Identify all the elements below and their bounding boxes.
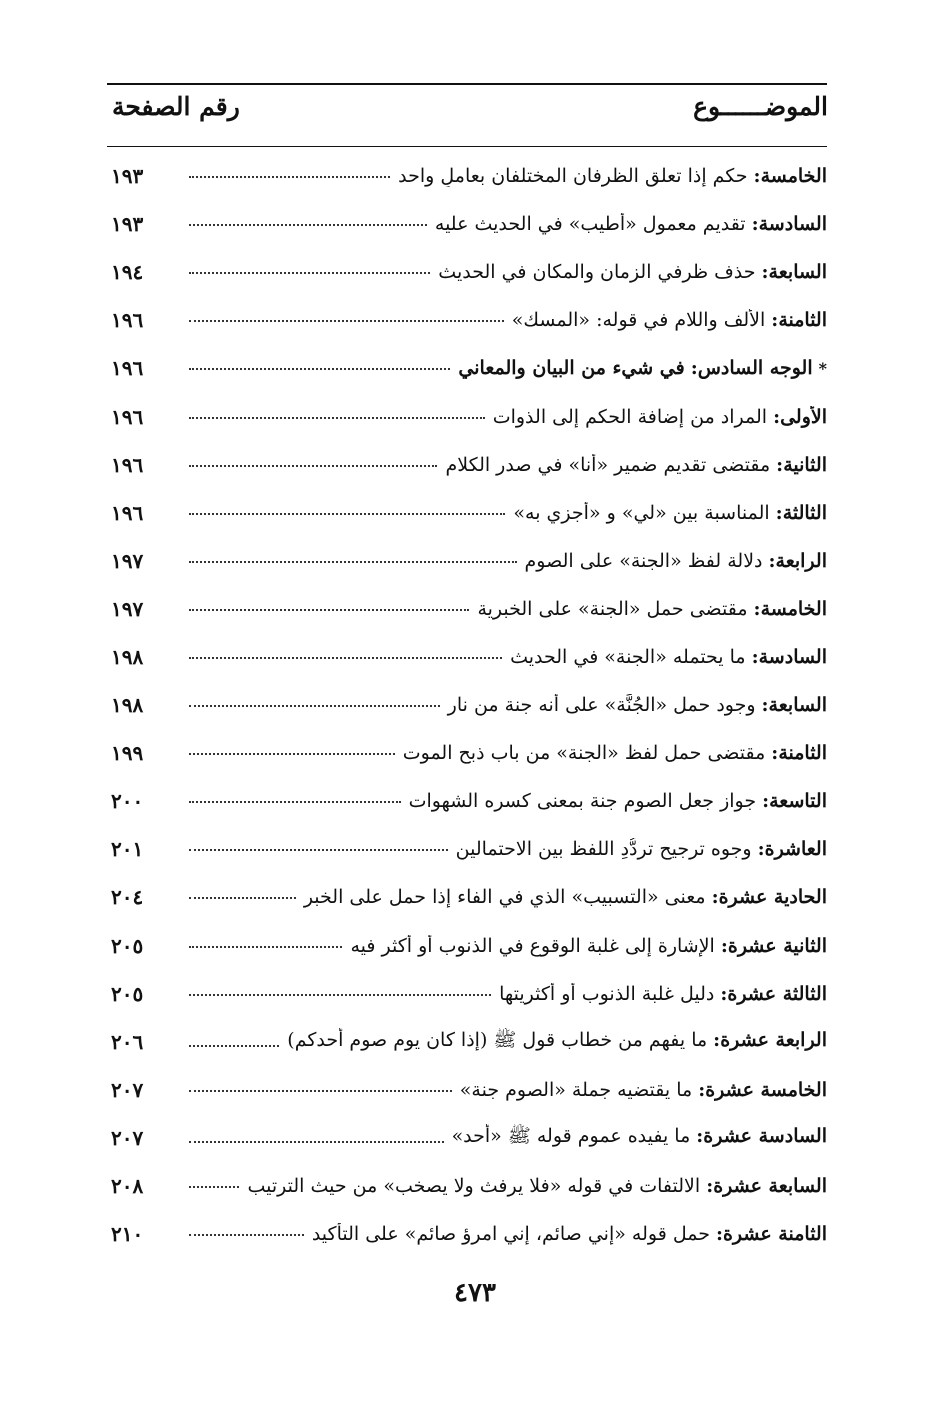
toc-entry-separator: : (761, 261, 769, 284)
dot-leader (189, 1186, 239, 1188)
toc-page-number: ٢٠١ (111, 837, 144, 862)
toc-row (107, 777, 827, 825)
dot-leader (189, 320, 504, 322)
dot-leader (189, 417, 485, 419)
top-rule (107, 83, 827, 85)
toc-entry (179, 406, 827, 428)
toc-entry (179, 1175, 827, 1197)
page-number: ٤٧٣ (454, 1278, 496, 1308)
toc-entry (179, 1079, 827, 1101)
toc-entry-label: السابعة (768, 261, 827, 284)
toc-entry (179, 694, 827, 716)
toc-entry-label: السابعة (768, 694, 827, 717)
toc-entry-label: الخامسة (760, 165, 827, 188)
toc-page-number: ١٩٨ (111, 693, 144, 718)
toc-page-number: ٢٠٥ (111, 933, 144, 958)
toc-entry-text: دليل غلبة الذنوب أو أكثريتها (499, 982, 715, 1005)
toc-entry-label: الثالثة عشرة (727, 982, 827, 1005)
toc-row (107, 825, 827, 873)
toc-page-number: ٢٠٠ (111, 789, 144, 814)
toc-entry-text: جواز جعل الصوم جنة بمعنى كسره الشهوات (408, 790, 757, 813)
toc-entry-label: الثامنة (778, 309, 827, 332)
toc-entry-label: الثانية (783, 453, 827, 476)
toc-entry-text: مقتضى حمل «الجنة» على الخبرية (477, 597, 748, 620)
toc-entry-separator: : (751, 645, 759, 668)
toc-row (107, 729, 827, 777)
toc-entry-separator: : (753, 165, 761, 188)
toc-page-number: ١٩٤ (111, 260, 144, 285)
dot-leader (189, 465, 437, 467)
page-column-header: رقم الصفحة (112, 92, 240, 121)
toc-page-number: ٢٠٧ (111, 1077, 144, 1102)
toc-entry-label: الخامسة عشرة (705, 1078, 827, 1101)
toc-entry (179, 983, 827, 1005)
toc-entry-label: السادسة (758, 645, 827, 668)
toc-entry-separator: : (776, 453, 784, 476)
toc-row (107, 248, 827, 296)
toc-entry-label: الثانية عشرة (727, 934, 827, 957)
toc-entry-separator: : (771, 309, 779, 332)
toc-row (107, 441, 827, 489)
toc-entry-separator: : (753, 597, 761, 620)
toc-entry (179, 838, 827, 860)
toc-entry-text: حكم إذا تعلق الظرفان المختلفان بعاملٍ واحد (398, 165, 748, 188)
dot-leader (189, 1045, 279, 1047)
toc-entry-text: دلالة لفظ «الجنة» على الصوم (524, 549, 763, 572)
toc-entry (179, 1223, 827, 1245)
toc-page-number: ١٩٣ (111, 212, 144, 237)
toc-row (107, 681, 827, 729)
toc-entry-separator: : (775, 501, 783, 524)
toc-entry (179, 454, 827, 476)
toc-entry (179, 261, 827, 283)
toc-entry-separator: : (761, 694, 769, 717)
dot-leader (189, 561, 517, 563)
toc-page-number: ٢٠٨ (111, 1174, 144, 1199)
dot-leader (189, 368, 450, 370)
toc-row (107, 200, 827, 248)
toc-row (107, 1018, 827, 1066)
toc-page-number: ١٩٣ (111, 164, 144, 189)
toc-entry-label: الرابعة عشرة (720, 1028, 827, 1051)
toc-page-number: ١٩٦ (111, 500, 144, 525)
toc-entry-text: ما يحتمله «الجنة» في الحديث (510, 645, 746, 668)
toc-entry (179, 886, 827, 908)
toc-entry-label: الخامسة (760, 597, 827, 620)
dot-leader (189, 849, 448, 851)
toc-entry-text: الالتفات في قوله «فلا يرفث ولا يصخب» من حيث الترتيب (247, 1175, 701, 1198)
toc-entry-text: وجود حمل «الجُنَّة» على أنه جنة من نار (447, 694, 756, 717)
dot-leader (189, 705, 440, 707)
toc-entry-separator: : (696, 1124, 704, 1147)
toc-entry-separator: : (720, 934, 728, 957)
dot-leader (189, 176, 390, 178)
toc-row (107, 585, 827, 633)
toc-entry-separator: : (762, 790, 770, 813)
toc-page-number: ١٩٦ (111, 308, 144, 333)
toc-entry (179, 742, 827, 764)
toc-entry-label: العاشرة (764, 838, 827, 861)
toc-row (107, 970, 827, 1018)
dot-leader (189, 272, 430, 274)
toc-page-number: ١٩٧ (111, 596, 144, 621)
toc-page-number: ٢٠٥ (111, 981, 144, 1006)
toc-row (107, 296, 827, 344)
dot-leader (189, 1090, 452, 1092)
toc-entry (179, 790, 827, 812)
toc-entry-text: مقتضى حمل لفظ «الجنة» من باب ذبح الموت (402, 742, 766, 765)
toc-page-number: ٢٠٦ (111, 1029, 144, 1054)
toc-entry-text: المناسبة بين «لي» و «أجزي به» (513, 501, 770, 524)
toc-entry (179, 935, 827, 957)
toc-row (107, 1066, 827, 1114)
dot-leader (189, 753, 395, 755)
dot-leader (189, 657, 502, 659)
toc-row (107, 633, 827, 681)
toc-page-number: ١٩٦ (111, 404, 144, 429)
toc-entry-label: السادسة عشرة (703, 1124, 827, 1147)
toc-entry-label: الرابعة (775, 549, 827, 572)
toc-entry-text: وجوه ترجيح تردُّدِ اللفظ بين الاحتمالين (455, 838, 752, 861)
toc-row (107, 1162, 827, 1210)
toc-entry-text: حمل قوله «إني صائم، إني امرؤ صائم» على التأكيد (311, 1223, 710, 1246)
toc-page-number: ١٩٨ (111, 644, 144, 669)
toc-page-number: ٢٠٤ (111, 885, 144, 910)
toc-entry-separator: : (713, 1028, 721, 1051)
toc-entry (179, 598, 827, 620)
toc-page-number: ١٩٧ (111, 548, 144, 573)
toc-entry-text: المراد من إضافة الحكم إلى الذوات (492, 405, 768, 428)
dot-leader (189, 513, 505, 515)
toc-entry (179, 502, 827, 524)
toc-entry-text: ما يفيده عموم قوله ﷺ «أحد» (451, 1124, 691, 1147)
toc-entry-text: ما يقتضيه جملة «الصوم جنة» (459, 1078, 693, 1101)
toc-entry (179, 165, 827, 187)
dot-leader (189, 609, 469, 611)
dot-leader (189, 946, 342, 948)
toc-entry-separator: : (771, 742, 779, 765)
toc-page-number: ١٩٦ (111, 356, 144, 381)
toc-entry-text: في شيء من البيان والمعاني (458, 357, 685, 380)
dot-leader (189, 1234, 304, 1236)
table-of-contents (107, 152, 827, 1258)
toc-page-number: ١٩٩ (111, 741, 144, 766)
toc-entry-separator: : (757, 838, 765, 861)
toc-entry-separator: : (698, 1078, 706, 1101)
toc-entry (179, 309, 827, 331)
toc-entry-separator: : (751, 213, 759, 236)
toc-row (107, 1210, 827, 1258)
toc-entry-text: حذف ظرفي الزمان والمكان في الحديث (438, 261, 756, 284)
toc-row (107, 489, 827, 537)
toc-entry (179, 357, 827, 379)
toc-page-number: ٢٠٧ (111, 1125, 144, 1150)
dot-leader (189, 897, 296, 899)
toc-entry-label: السابعة عشرة (713, 1175, 827, 1198)
toc-row (107, 537, 827, 585)
toc-entry-text: الألف واللام في قوله: «المسك» (511, 309, 766, 332)
toc-entry-separator: : (711, 886, 719, 909)
toc-entry-separator: : (720, 982, 728, 1005)
toc-entry (179, 1028, 827, 1056)
dot-leader (189, 994, 491, 996)
section-star: * (818, 359, 827, 379)
toc-entry-label: السادسة (758, 213, 827, 236)
toc-entry (179, 550, 827, 572)
toc-entry-text: مقتضى تقديم ضمير «أنا» في صدر الكلام (445, 453, 771, 476)
toc-page-number: ١٩٦ (111, 452, 144, 477)
toc-row (107, 1114, 827, 1162)
toc-entry (179, 213, 827, 235)
toc-entry-separator: : (773, 405, 781, 428)
dot-leader (189, 224, 427, 226)
topic-column-header: الموضــــــوع (693, 92, 828, 121)
toc-row (107, 392, 827, 440)
toc-entry (179, 646, 827, 668)
header-rule (107, 146, 827, 147)
toc-row (107, 344, 827, 392)
toc-entry-text: تقديم معمول «أطيب» في الحديث عليه (434, 213, 746, 236)
toc-entry-separator: : (690, 357, 698, 380)
toc-entry-text: ما يفهم من خطاب قول ﷺ (إذا كان يوم صوم أحدكم) (287, 1028, 708, 1051)
toc-entry-separator: : (706, 1175, 714, 1198)
toc-entry-label: الثالثة (782, 501, 827, 524)
toc-page-number: ٢١٠ (111, 1222, 144, 1247)
toc-entry-label: الثامنة (778, 742, 827, 765)
toc-row (107, 922, 827, 970)
toc-entry-text: الإشارة إلى غلبة الوقوع في الذنوب أو أكثر فيه (350, 934, 715, 957)
toc-entry-label: الحادية عشرة (718, 886, 827, 909)
toc-entry (179, 1124, 827, 1152)
dot-leader (189, 801, 401, 803)
toc-entry-label: الثامنة عشرة (722, 1223, 827, 1246)
toc-entry-label: التاسعة (769, 790, 827, 813)
toc-entry-text: معنى «التسبيب» الذي في الفاء إذا حمل على الخبر (303, 886, 706, 909)
toc-entry-label: الوجه السادس (697, 357, 813, 380)
toc-entry-separator: : (715, 1223, 723, 1246)
dot-leader (189, 1141, 444, 1143)
toc-row (107, 152, 827, 200)
toc-entry-label: الأولى (780, 405, 827, 428)
toc-row (107, 873, 827, 921)
toc-entry-separator: : (768, 549, 776, 572)
